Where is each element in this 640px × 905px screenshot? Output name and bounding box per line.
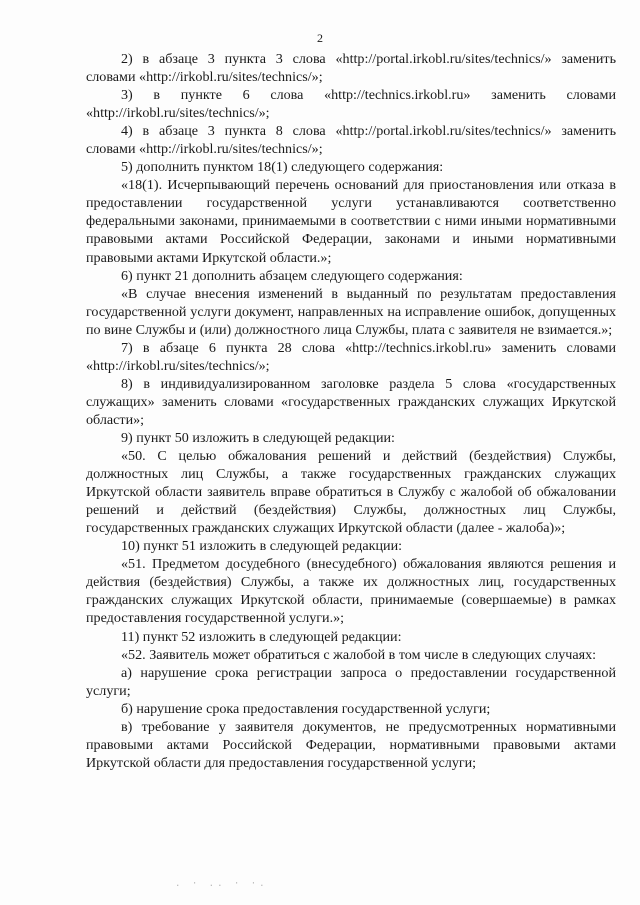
- document-body: [86, 50, 616, 772]
- paragraph: 5) дополнить пунктом 18(1) следующего содержания:: [121, 159, 444, 176]
- paragraph: «51. Предметом досудебного (внесудебного) обжалования являются решения и действия (бездействия) Службы, а также их должностных лиц, государственных гражданских служащих Иркутской области, принимаемые (совершаемые) в рамках предоставления государственной услуги.»;: [86, 556, 616, 627]
- paragraph: б) нарушение срока предоставления государственной услуги;: [121, 700, 491, 717]
- paragraph: «50. С целью обжалования решений и действий (бездействия) Службы, должностных лиц Службы, а также государственных гражданских служащих Иркутской области заявитель вправе обратиться в Службу с жалобой об обжаловании решений и действий (бездействия) Службы, должностных лиц Службы, государственных гражданских служащих Иркутской области (далее - жалоба)»;: [86, 448, 616, 537]
- paragraph: в) требование у заявителя документов, не предусмотренных нормативными правовыми актами Российской Федерации, нормативными правовыми актами Иркутской области для предоставления государственной услуги;: [86, 718, 616, 771]
- page-number: 2: [317, 31, 323, 45]
- paragraph: «18(1). Исчерпывающий перечень оснований для приостановления или отказа в предоставлении государственной услуги устанавливаются соответственно федеральными законами, принимаемыми в соответствии с ними иными нормативными правовыми актами Российской Федерации, законами и иными нормативными правовыми актами Иркутской области.»;: [86, 177, 616, 266]
- paragraph: 3) в пункте 6 слова «http://technics.irkobl.ru» заменить словами «http://irkobl.ru/sites/technics/»;: [86, 87, 616, 122]
- paragraph: 2) в абзаце 3 пункта 3 слова «http://portal.irkobl.ru/sites/technics/» заменить словами «http://irkobl.ru/sites/technics/»;: [86, 51, 616, 86]
- paragraph: 9) пункт 50 изложить в следующей редакции:: [121, 429, 395, 446]
- scan-specks: . · .. · ·.: [175, 879, 268, 889]
- paragraph: 8) в индивидуализированном заголовке раздела 5 слова «государственных служащих» заменить словами «государственных гражданских служащих Иркутской области»;: [86, 375, 616, 428]
- paragraph: «52. Заявитель может обратиться с жалобой в том числе в следующих случаях:: [121, 646, 597, 663]
- paragraph: 11) пункт 52 изложить в следующей редакции:: [121, 628, 402, 645]
- paragraph: 6) пункт 21 дополнить абзацем следующего содержания:: [121, 267, 463, 284]
- paragraph: «В случае внесения изменений в выданный по результатам предоставления государственной услуги документ, направленных на исправление ошибок, допущенных по вине Службы и (или) должностного лица Службы, плата с заявителя не взимается.»;: [86, 285, 616, 338]
- paragraph: 10) пункт 51 изложить в следующей редакции:: [121, 538, 403, 555]
- paragraph: а) нарушение срока регистрации запроса о предоставлении государственной услуги;: [86, 664, 616, 699]
- paragraph: 7) в абзаце 6 пункта 28 слова «http://technics.irkobl.ru» заменить словами «http://irkobl.ru/sites/technics/»;: [86, 339, 616, 374]
- paragraph: 4) в абзаце 3 пункта 8 слова «http://portal.irkobl.ru/sites/technics/» заменить словами «http://irkobl.ru/sites/technics/»;: [86, 123, 616, 158]
